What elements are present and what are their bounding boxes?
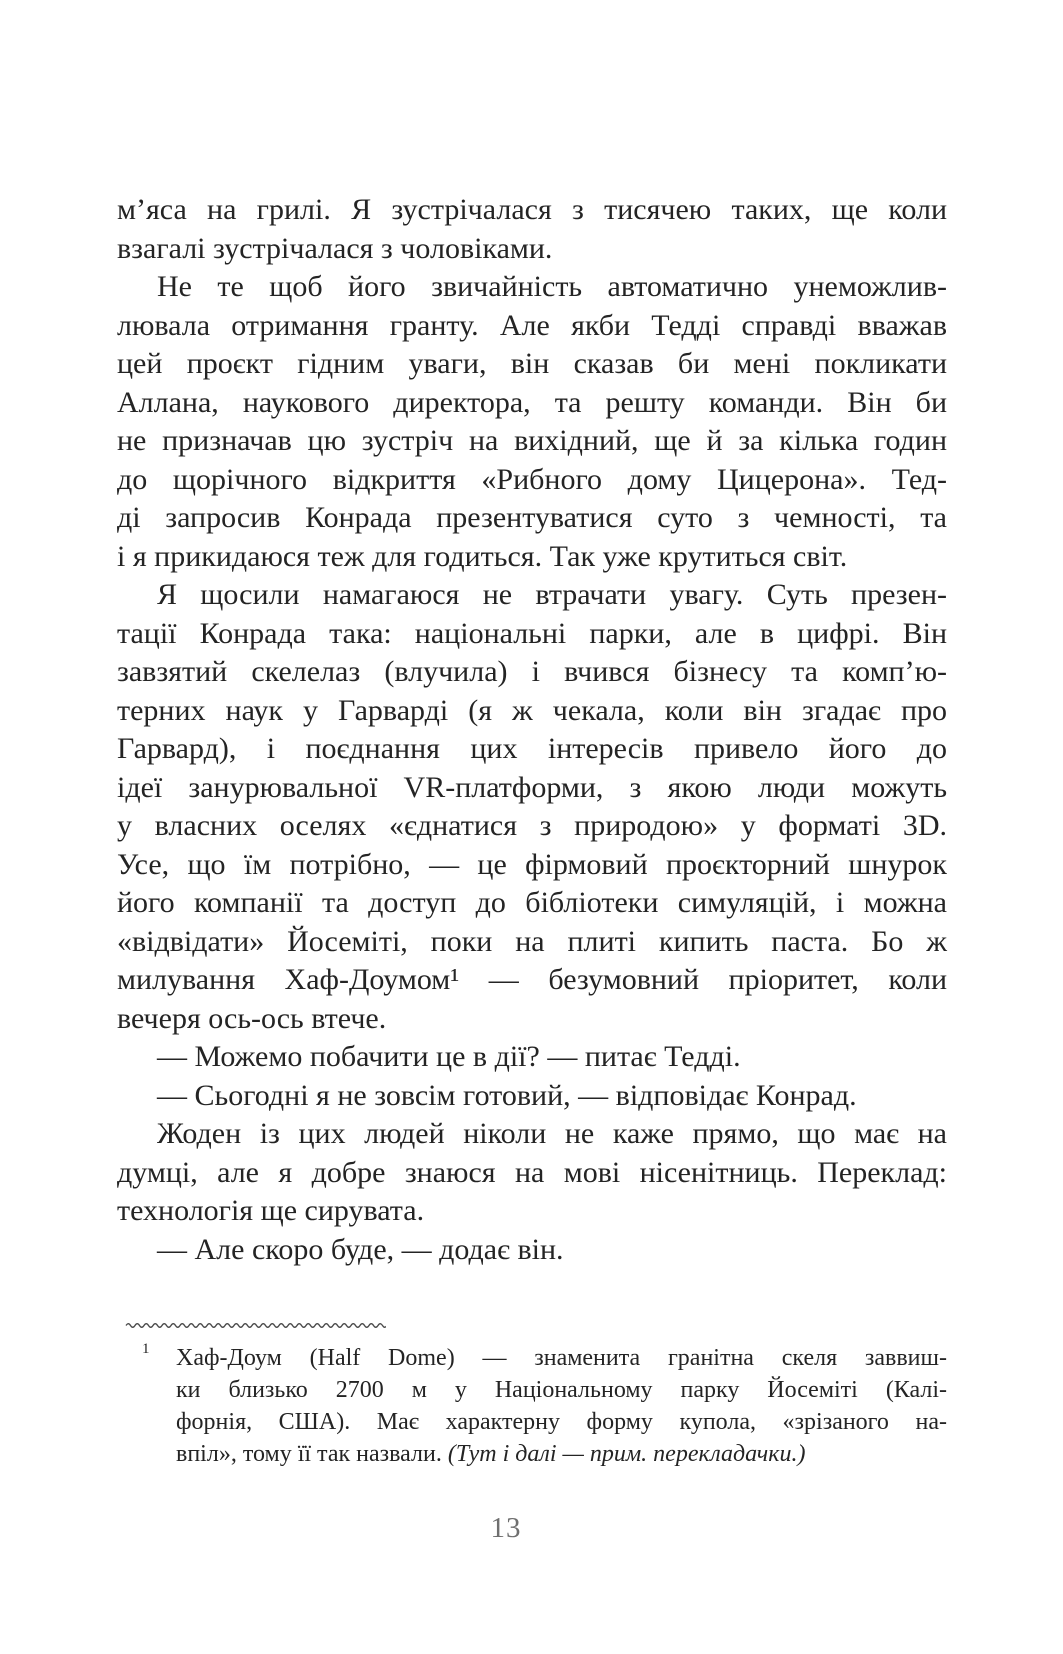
footnote-translator-note: (Тут і далі — прим. перекладачки.) [447,1441,806,1467]
body-line: ідеї занурювальної VR-платформи, з якою люди можуть [117,770,947,804]
body-line: — Можемо побачити це в дії? — питає Тедді. [157,1040,741,1073]
footnote-line [176,1406,947,1438]
body-line: вечеря ось-ось втече. [117,1001,387,1035]
body-line: не призначав цю зустріч на вихідний, ще й за кілька годин [117,424,947,457]
footnote [142,1341,947,1470]
footnote-segment: форнія, США). Має характерну форму купола, «зрізаного на- [176,1409,947,1435]
footnote-line [176,1438,947,1470]
footnote-text [176,1342,947,1470]
body-line: — Але скоро буде, — додає він. [157,1232,564,1266]
body-line: Гарвард), і поєднання цих інтересів привело його до [117,732,947,765]
body-line: технологія ще сирувата. [117,1194,425,1227]
body-line: тації Конрада така: національні парки, але в цифрі. Він [117,616,947,650]
body-line: Аллана, наукового директора, та решту команди. Він би [117,385,947,419]
body-line: лювала отримання гранту. Але якби Тедді справді вважав [117,308,947,342]
footnote-line [176,1374,947,1406]
body-line: цей проєкт гідним уваги, він сказав би мені покликати [117,347,947,380]
footnote-marker: 1 [142,1341,150,1357]
body-line: Не те щоб його звичайність автоматично унеможлив- [157,270,947,303]
footnote-segment: Хаф-Доум (Half Dome) — знаменита гранітна скеля заввиш- [176,1345,947,1371]
body-line: Усе, що їм потрібно, — це фірмовий проєкторний шнурок [117,847,947,881]
body-line: і я прикидаюся теж для годиться. Так уже крутиться світ. [117,539,848,573]
body-line: милування Хаф-Доумом¹ — безумовний пріоритет, коли [117,963,947,996]
body-line: ді запросив Конрада презентуватися суто з чемності, та [117,501,947,534]
page-number: 13 [490,1512,522,1544]
body-line: м’яса на грилі. Я зустрічалася з тисячею таких, ще коли [117,193,947,226]
body-line: у власних оселях «єднатися з природою» у форматі 3D. [117,809,947,842]
footnote-segment: ки близько 2700 м у Національному парку Йосеміті (Калі- [176,1377,947,1403]
body-line: Я щосили намагаюся не втрачати увагу. Суть презен- [157,578,947,611]
footnote-segment: впіл», тому її так назвали. [176,1441,448,1467]
body-line: «відвідати» Йосеміті, поки на плиті кипить паста. Бо ж [117,924,947,958]
body-text [117,191,947,1269]
body-line: його компанії та доступ до бібліотеки симуляцій, і можна [117,886,947,919]
footnote-line [176,1342,947,1374]
body-line: — Сьогодні я не зовсім готовий, — відповідає Конрад. [157,1078,857,1112]
body-line: думці, але я добре знаюся на мові нісенітниць. Переклад: [117,1155,947,1189]
body-line: взагалі зустрічалася з чоловіками. [117,231,553,265]
footnote-separator-wave-icon [125,1321,386,1330]
body-line: терних наук у Гарварді (я ж чекала, коли він згадає про [117,693,947,727]
body-line: Жоден із цих людей ніколи не каже прямо, що має на [157,1117,947,1150]
body-line: завзятий скелелаз (влучила) і вчився бізнесу та комп’ю- [117,655,947,688]
body-line: до щорічного відкриття «Рибного дому Цицерона». Тед- [117,462,947,496]
